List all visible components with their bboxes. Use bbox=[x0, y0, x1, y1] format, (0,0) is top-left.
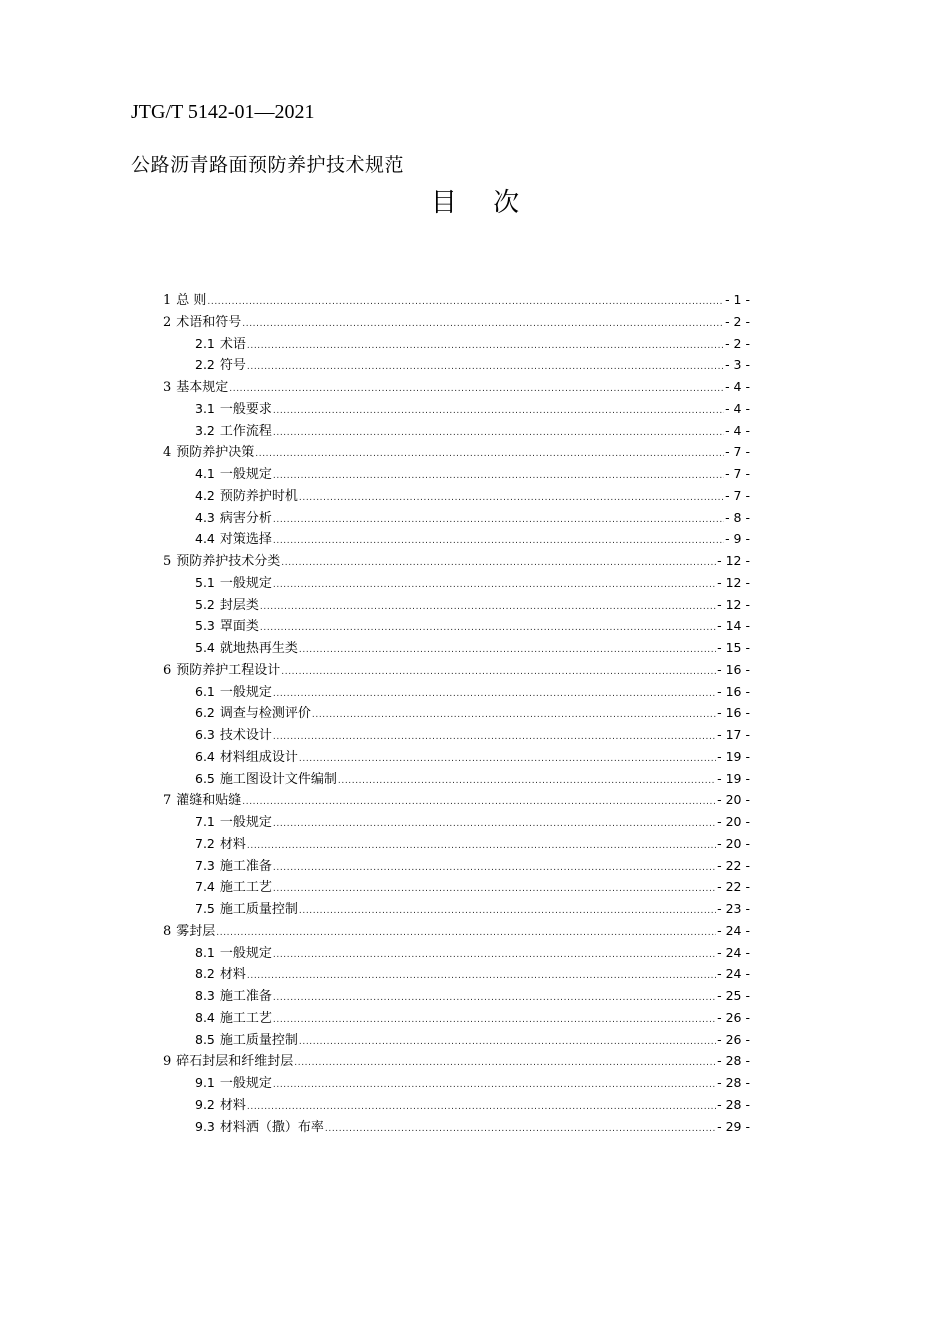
toc-entry-title: 施工准备 bbox=[219, 989, 272, 1004]
toc-entry[interactable] bbox=[163, 528, 750, 550]
toc-entry-page: - 24 - bbox=[717, 944, 750, 960]
toc-entry-title: 施工工艺 bbox=[219, 880, 272, 896]
toc-entry-number: 5.4 bbox=[195, 640, 215, 655]
toc-entry[interactable] bbox=[163, 463, 750, 485]
table-of-contents bbox=[163, 289, 750, 1137]
toc-entry-page: - 25 - bbox=[717, 988, 750, 1003]
toc-entry[interactable] bbox=[163, 1029, 750, 1051]
toc-entry-number: 5.3 bbox=[195, 618, 215, 634]
toc-dot-leader bbox=[273, 684, 716, 706]
toc-entry-page: - 16 - bbox=[717, 705, 750, 721]
toc-entry-page: - 4 - bbox=[725, 379, 750, 394]
toc-entry-page: - 12 - bbox=[717, 553, 750, 568]
toc-dot-leader bbox=[247, 357, 724, 379]
toc-entry-title: 罩面类 bbox=[219, 619, 259, 635]
toc-entry[interactable] bbox=[163, 876, 750, 898]
toc-entry-page: - 17 - bbox=[717, 727, 750, 742]
toc-entry[interactable] bbox=[163, 898, 750, 920]
toc-entry-page: - 2 - bbox=[725, 313, 750, 329]
toc-entry-number: 5.1 bbox=[195, 574, 215, 590]
toc-dot-leader bbox=[281, 553, 716, 575]
toc-entry-title: 符号 bbox=[219, 358, 246, 374]
toc-entry-number: 7 bbox=[163, 793, 172, 809]
toc-entry-title: 一般规定 bbox=[219, 575, 272, 591]
toc-entry-number: 4.2 bbox=[195, 487, 215, 503]
toc-dot-leader bbox=[247, 966, 716, 988]
toc-entry-number: 4.4 bbox=[195, 531, 215, 547]
toc-entry[interactable] bbox=[163, 333, 750, 355]
toc-entry-page: - 1 - bbox=[725, 292, 750, 307]
toc-dot-leader bbox=[273, 510, 724, 532]
toc-dot-leader bbox=[260, 597, 716, 619]
toc-entry-number: 6.3 bbox=[195, 727, 215, 742]
toc-entry-page: - 26 - bbox=[717, 1009, 750, 1025]
toc-entry[interactable] bbox=[163, 507, 750, 529]
toc-entry[interactable] bbox=[163, 768, 750, 790]
toc-entry-number: 6.5 bbox=[195, 770, 215, 786]
toc-entry-title: 一般规定 bbox=[219, 467, 272, 482]
toc-entry-title: 材料 bbox=[219, 967, 246, 983]
toc-entry[interactable] bbox=[163, 485, 750, 507]
toc-entry-title: 施工准备 bbox=[219, 858, 272, 874]
toc-entry[interactable] bbox=[163, 441, 750, 463]
toc-entry-number: 3.1 bbox=[195, 400, 215, 416]
toc-entry-page: - 23 - bbox=[717, 901, 750, 916]
toc-entry-page: - 20 - bbox=[717, 814, 750, 829]
toc-dot-leader bbox=[273, 575, 716, 597]
toc-dot-leader bbox=[273, 988, 716, 1010]
toc-dot-leader bbox=[247, 336, 724, 358]
toc-entry[interactable] bbox=[163, 681, 750, 703]
toc-entry-title: 封层类 bbox=[219, 597, 259, 613]
toc-entry-title: 对策选择 bbox=[219, 532, 272, 548]
toc-dot-leader bbox=[299, 640, 716, 662]
toc-entry-number: 7.2 bbox=[195, 835, 215, 851]
toc-entry-number: 6 bbox=[163, 662, 172, 678]
toc-entry-title: 预防养护工程设计 bbox=[176, 662, 281, 678]
toc-dot-leader bbox=[325, 1119, 716, 1141]
toc-entry[interactable] bbox=[163, 746, 750, 768]
toc-entry-number: 6.2 bbox=[195, 705, 215, 721]
toc-entry-number: 3 bbox=[163, 380, 172, 395]
toc-dot-leader bbox=[273, 1010, 716, 1032]
toc-dot-leader bbox=[273, 423, 724, 445]
toc-entry-title: 预防养护决策 bbox=[176, 445, 255, 461]
toc-entry-number: 7.3 bbox=[195, 857, 215, 873]
toc-dot-leader bbox=[299, 488, 724, 510]
toc-entry-number: 8.3 bbox=[195, 988, 215, 1003]
toc-entry-page: - 16 - bbox=[717, 661, 750, 677]
toc-entry-title: 灌缝和贴缝 bbox=[176, 793, 242, 809]
toc-entry-number: 9.3 bbox=[195, 1118, 215, 1134]
toc-dot-leader bbox=[260, 618, 716, 640]
toc-entry-page: - 7 - bbox=[725, 466, 750, 481]
toc-entry-page: - 22 - bbox=[717, 879, 750, 895]
toc-entry-title: 一般规定 bbox=[219, 815, 272, 830]
toc-entry-number: 7.4 bbox=[195, 879, 215, 895]
toc-dot-leader bbox=[207, 292, 724, 314]
toc-entry-number: 3.2 bbox=[195, 422, 215, 438]
toc-entry-page: - 7 - bbox=[725, 444, 750, 460]
toc-entry-page: - 19 - bbox=[717, 748, 750, 764]
toc-dot-leader bbox=[312, 705, 716, 727]
toc-entry-page: - 3 - bbox=[725, 357, 750, 373]
toc-entry[interactable] bbox=[163, 1007, 750, 1029]
toc-dot-leader bbox=[273, 1075, 716, 1097]
document-title: 公路沥青路面预防养护技术规范 bbox=[131, 154, 405, 176]
standard-code: JTG/T 5142-01—2021 bbox=[131, 101, 315, 123]
toc-entry-title: 术语和符号 bbox=[176, 314, 242, 330]
toc-entry-number: 9.2 bbox=[195, 1096, 215, 1112]
toc-entry[interactable] bbox=[163, 572, 750, 594]
toc-entry-title: 施工质量控制 bbox=[219, 902, 298, 917]
toc-entry[interactable] bbox=[163, 659, 750, 681]
toc-entry-page: - 4 - bbox=[725, 422, 750, 438]
toc-entry-page: - 2 - bbox=[725, 335, 750, 351]
toc-entry[interactable] bbox=[163, 376, 750, 398]
toc-entry[interactable] bbox=[163, 311, 750, 333]
toc-entry-number: 4.3 bbox=[195, 509, 215, 525]
toc-entry-number: 2 bbox=[163, 314, 172, 330]
toc-entry[interactable] bbox=[163, 942, 750, 964]
toc-entry-title: 一般规定 bbox=[219, 684, 272, 700]
toc-entry-page: - 4 - bbox=[725, 400, 750, 416]
toc-entry-title: 一般规定 bbox=[219, 1076, 272, 1091]
toc-dot-leader bbox=[273, 814, 716, 836]
toc-entry-number: 6.4 bbox=[195, 748, 215, 764]
toc-entry-page: - 16 - bbox=[717, 683, 750, 699]
toc-entry-number: 8 bbox=[163, 923, 172, 939]
toc-entry[interactable] bbox=[163, 637, 750, 659]
toc-entry-number: 8.5 bbox=[195, 1031, 215, 1047]
toc-heading: 目 次 bbox=[430, 188, 534, 218]
toc-dot-leader bbox=[273, 879, 716, 901]
toc-dot-leader bbox=[247, 1097, 716, 1119]
toc-entry-title: 总 则 bbox=[176, 293, 207, 308]
toc-entry-page: - 20 - bbox=[717, 835, 750, 851]
toc-entry-page: - 8 - bbox=[725, 509, 750, 525]
toc-entry-number: 9.1 bbox=[195, 1075, 215, 1090]
toc-entry[interactable] bbox=[163, 1072, 750, 1094]
toc-entry-title: 材料 bbox=[219, 1097, 246, 1113]
toc-entry[interactable] bbox=[163, 920, 750, 942]
toc-dot-leader bbox=[273, 531, 724, 553]
toc-entry-number: 9 bbox=[163, 1054, 172, 1070]
toc-entry[interactable] bbox=[163, 550, 750, 572]
toc-entry[interactable] bbox=[163, 833, 750, 855]
toc-entry[interactable] bbox=[163, 702, 750, 724]
toc-entry[interactable] bbox=[163, 985, 750, 1007]
toc-entry-page: - 15 - bbox=[717, 640, 750, 655]
toc-dot-leader bbox=[216, 923, 716, 945]
toc-dot-leader bbox=[242, 314, 724, 336]
toc-entry-title: 病害分析 bbox=[219, 510, 272, 526]
toc-dot-leader bbox=[273, 466, 724, 488]
toc-dot-leader bbox=[299, 901, 716, 923]
toc-dot-leader bbox=[255, 444, 724, 466]
toc-dot-leader bbox=[273, 858, 716, 880]
toc-entry[interactable] bbox=[163, 855, 750, 877]
toc-entry-page: - 22 - bbox=[717, 857, 750, 873]
toc-entry-page: - 14 - bbox=[717, 618, 750, 634]
toc-entry-title: 施工质量控制 bbox=[219, 1032, 298, 1048]
toc-entry-title: 技术设计 bbox=[219, 728, 272, 743]
toc-entry-title: 材料 bbox=[219, 836, 246, 852]
toc-entry-page: - 28 - bbox=[717, 1053, 750, 1069]
toc-entry[interactable] bbox=[163, 1050, 750, 1072]
toc-entry-number: 2.2 bbox=[195, 357, 215, 373]
toc-dot-leader bbox=[273, 401, 724, 423]
toc-entry-number: 8.4 bbox=[195, 1009, 215, 1025]
toc-entry[interactable] bbox=[163, 1094, 750, 1116]
toc-entry-page: - 24 - bbox=[717, 922, 750, 938]
toc-dot-leader bbox=[299, 1032, 716, 1054]
toc-entry-page: - 19 - bbox=[717, 770, 750, 786]
toc-entry-page: - 7 - bbox=[725, 487, 750, 503]
toc-dot-leader bbox=[294, 1053, 716, 1075]
toc-entry[interactable] bbox=[163, 724, 750, 746]
toc-entry[interactable] bbox=[163, 811, 750, 833]
toc-entry-title: 施工图设计文件编制 bbox=[219, 771, 337, 787]
toc-entry[interactable] bbox=[163, 1116, 750, 1138]
toc-entry-page: - 12 - bbox=[717, 596, 750, 612]
toc-entry-title: 预防养护时机 bbox=[219, 488, 298, 504]
toc-dot-leader bbox=[281, 662, 716, 684]
toc-dot-leader bbox=[273, 727, 716, 749]
toc-dot-leader bbox=[242, 792, 716, 814]
toc-entry-page: - 28 - bbox=[717, 1096, 750, 1112]
toc-entry-title: 施工工艺 bbox=[219, 1010, 272, 1026]
toc-entry[interactable] bbox=[163, 594, 750, 616]
toc-entry-number: 4.1 bbox=[195, 466, 215, 481]
toc-entry-title: 就地热再生类 bbox=[219, 641, 298, 656]
toc-entry-number: 2.1 bbox=[195, 335, 215, 351]
toc-entry-number: 8.2 bbox=[195, 966, 215, 982]
toc-entry-page: - 9 - bbox=[725, 531, 750, 547]
toc-entry-number: 7.1 bbox=[195, 814, 215, 829]
toc-entry-page: - 20 - bbox=[717, 792, 750, 808]
toc-entry-title: 调查与检测评价 bbox=[219, 706, 311, 722]
toc-entry-title: 碎石封层和纤维封层 bbox=[176, 1054, 294, 1070]
toc-entry[interactable] bbox=[163, 398, 750, 420]
toc-entry-title: 材料组成设计 bbox=[219, 749, 298, 765]
toc-entry-page: - 12 - bbox=[717, 574, 750, 590]
toc-entry-number: 5 bbox=[163, 554, 172, 569]
toc-entry-title: 预防养护技术分类 bbox=[176, 554, 281, 569]
toc-entry[interactable] bbox=[163, 289, 750, 311]
toc-entry-number: 6.1 bbox=[195, 683, 215, 699]
toc-entry[interactable] bbox=[163, 420, 750, 442]
toc-entry-title: 雾封层 bbox=[176, 923, 216, 939]
toc-dot-leader bbox=[299, 749, 716, 771]
toc-entry-number: 4 bbox=[163, 445, 172, 461]
toc-entry-title: 术语 bbox=[219, 336, 246, 352]
toc-entry[interactable] bbox=[163, 615, 750, 637]
toc-entry-title: 材料洒（撒）布率 bbox=[219, 1119, 324, 1135]
toc-entry-page: - 29 - bbox=[717, 1118, 750, 1134]
toc-dot-leader bbox=[229, 379, 724, 401]
toc-entry-title: 基本规定 bbox=[176, 380, 229, 395]
toc-entry-page: - 26 - bbox=[717, 1031, 750, 1047]
toc-dot-leader bbox=[338, 771, 716, 793]
toc-entry-title: 一般规定 bbox=[219, 945, 272, 961]
toc-entry[interactable] bbox=[163, 789, 750, 811]
toc-entry[interactable] bbox=[163, 963, 750, 985]
toc-dot-leader bbox=[273, 945, 716, 967]
toc-entry-number: 1 bbox=[163, 293, 172, 308]
toc-entry-title: 一般要求 bbox=[219, 401, 272, 417]
toc-entry-number: 8.1 bbox=[195, 944, 215, 960]
toc-entry-page: - 28 - bbox=[717, 1075, 750, 1090]
toc-entry[interactable] bbox=[163, 354, 750, 376]
toc-entry-page: - 24 - bbox=[717, 966, 750, 982]
toc-entry-number: 7.5 bbox=[195, 901, 215, 916]
toc-entry-title: 工作流程 bbox=[219, 423, 272, 439]
toc-dot-leader bbox=[247, 836, 716, 858]
toc-entry-number: 5.2 bbox=[195, 596, 215, 612]
